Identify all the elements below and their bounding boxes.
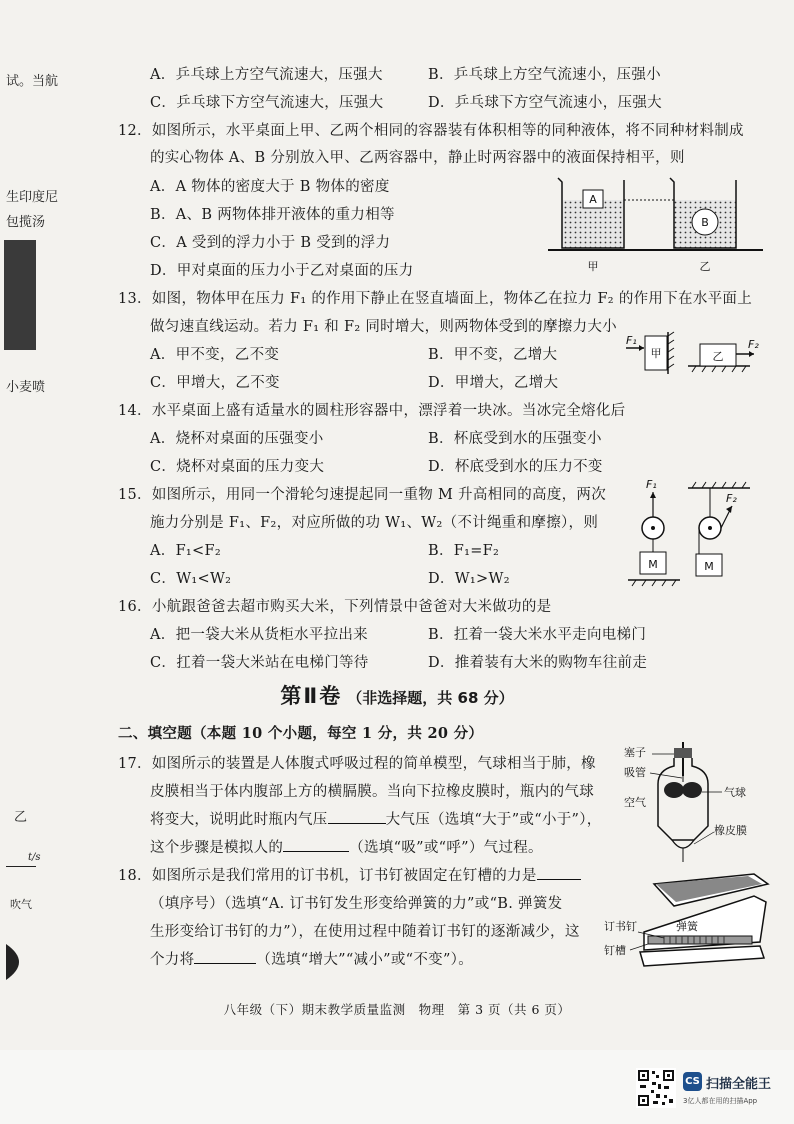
q18-line4-text-a: 个力将 [150, 952, 195, 968]
q11-option-a: A．乒乓球上方空气流速大，压强大 [150, 67, 383, 83]
q15-label-f1: F₁ [646, 478, 657, 491]
q18-figure-stapler [604, 872, 776, 972]
q12-stem-line1: 12．如图所示，水平桌面上甲、乙两个相同的容器装有体积相等的同种液体，将不同种材料制成 [118, 123, 744, 139]
q18-label-spring: 弹簧 [676, 920, 698, 933]
page-footer: 八年级（下）期末教学质量监测 物理 第 3 页（共 6 页） [223, 1002, 571, 1017]
q15-option-d: D．W₁>W₂ [428, 571, 510, 587]
q12-figure-containers [548, 170, 768, 280]
q12-label-jia: 甲 [587, 260, 599, 273]
q12-label-b: B [701, 216, 709, 229]
q12-option-b: B．A、B 两物体排开液体的重力相等 [150, 207, 395, 223]
q15-stem-line2: 施力分别是 F₁、F₂，对应所做的功 W₁、W₂（不计绳重和摩擦），则 [150, 515, 599, 531]
scanner-app-name: 扫描全能王 [706, 1077, 772, 1092]
q18-blank-1[interactable] [537, 865, 581, 880]
q17-line4-text-b: （选填“吸”或“呼”）气过程。 [349, 840, 543, 856]
scanner-tagline: 3亿人都在用的扫描App [683, 1097, 758, 1105]
section-title-main: 第Ⅱ卷 [280, 684, 343, 708]
q16-stem-line1: 16．小航跟爸爸去超市购买大米，下列情景中爸爸对大米做功的是 [118, 599, 552, 615]
q17-stem-line4 [150, 836, 543, 857]
q12-option-a: A．A 物体的密度大于 B 物体的密度 [150, 179, 390, 195]
q14-option-c: C．烧杯对桌面的压力变大 [150, 459, 325, 475]
q15-option-c: C．W₁<W₂ [150, 571, 232, 587]
q14-option-a: A．烧杯对桌面的压强变小 [150, 431, 324, 447]
q17-figure-lung-model [622, 740, 772, 865]
q14-option-b: B．杯底受到水的压强变小 [428, 431, 602, 447]
q12-stem-line2: 的实心物体 A、B 分别放入甲、乙两容器中，静止时两容器中的液面保持相平，则 [150, 150, 685, 166]
q18-stem-line4 [150, 948, 473, 969]
q13-stem-line1: 13．如图，物体甲在压力 F₁ 的作用下静止在竖直墙面上，物体乙在拉力 F₂ 的作用下在水平面上 [118, 291, 753, 307]
q18-line4-text-b: （选填“增大”“减小”或“不变”）。 [256, 952, 474, 968]
q18-line1-text: 18．如图所示是我们常用的订书机，订书钉被固定在钉槽的力是 [118, 868, 537, 884]
q17-blank-2[interactable] [283, 837, 349, 852]
q18-blank-2[interactable] [194, 949, 256, 964]
margin-axis [6, 866, 36, 867]
q13-option-b: B．甲不变，乙增大 [428, 347, 558, 363]
q18-stem-line2: （填序号）（选填“A. 订书钉发生形变给弹簧的力”或“B. 弹簧发 [150, 896, 563, 912]
q11-option-b: B．乒乓球上方空气流速小，压强小 [428, 67, 661, 83]
q13-label-f1: F₁ [626, 334, 637, 347]
q15-figure-pulleys [628, 478, 768, 588]
q17-label-air: 空气 [624, 796, 646, 809]
q18-label-staples: 订书钉 [604, 920, 637, 933]
q15-option-b: B．F₁=F₂ [428, 543, 500, 559]
q17-label-straw: 吸管 [624, 766, 646, 779]
q15-label-f2: F₂ [726, 492, 737, 505]
margin-fragment: t/s [28, 852, 41, 863]
q18-stem-line3: 生形变给订书钉的力”），在使用过程中随着订书钉的逐渐减少，这 [150, 924, 580, 940]
q12-label-yi: 乙 [699, 260, 711, 273]
q17-line4-text-a: 这个步骤是模拟人的 [150, 840, 284, 856]
q17-label-membrane: 橡皮膜 [714, 824, 747, 837]
q11-option-d: D．乒乓球下方空气流速小，压强大 [428, 95, 662, 111]
q13-option-c: C．甲增大，乙不变 [150, 375, 280, 391]
q13-label-yi: 乙 [712, 350, 724, 363]
section-title-sub: （非选择题，共 68 分） [347, 689, 514, 707]
q17-stem-line1: 17．如图所示的装置是人体腹式呼吸过程的简单模型，气球相当于肺，橡 [118, 756, 596, 772]
qr-code-icon [636, 1068, 676, 1108]
section-title [0, 680, 794, 710]
q15-stem-line1: 15．如图所示，用同一个滑轮匀速提起同一重物 M 升高相同的高度，两次 [118, 487, 607, 503]
q18-stem-line1 [118, 864, 581, 885]
q15-option-a: A．F₁<F₂ [150, 543, 221, 559]
q12-option-d: D．甲对桌面的压力小于乙对桌面的压力 [150, 263, 414, 279]
q17-line3-text-a: 将变大，说明此时瓶内气压 [150, 812, 328, 828]
q12-label-a: A [589, 193, 597, 206]
q13-label-jia: 甲 [650, 347, 662, 360]
q18-label-groove: 钉槽 [604, 944, 626, 957]
q13-stem-line2: 做匀速直线运动。若力 F₁ 和 F₂ 同时增大，则两物体受到的摩擦力大小 [150, 319, 617, 335]
margin-fragment: 乙 [14, 810, 28, 825]
q16-option-a: A．把一袋大米从货柜水平拉出来 [150, 627, 368, 643]
q12-option-c: C．A 受到的浮力小于 B 受到的浮力 [150, 235, 391, 251]
q13-option-d: D．甲增大，乙增大 [428, 375, 559, 391]
margin-fragment: 吹气 [10, 898, 32, 911]
margin-fragment: 生印度尼 [6, 190, 59, 205]
q15-label-m2: M [704, 560, 714, 573]
q16-option-b: B．扛着一袋大米水平走向电梯门 [428, 627, 647, 643]
q11-option-c: C．乒乓球下方空气流速大，压强大 [150, 95, 384, 111]
margin-fragment: 试。当航 [6, 74, 59, 89]
q17-blank-1[interactable] [328, 809, 386, 824]
margin-photo [4, 240, 36, 350]
q17-line3-text-b: 大气压（选填“大于”或“小于”）， [385, 812, 602, 828]
q16-option-c: C．扛着一袋大米站在电梯门等待 [150, 655, 369, 671]
margin-figure [4, 942, 34, 982]
q13-label-f2: F₂ [748, 338, 759, 351]
q14-option-d: D．杯底受到水的压力不变 [428, 459, 603, 475]
part-heading: 二、填空题（本题 10 个小题，每空 1 分，共 20 分） [118, 725, 484, 742]
q17-stem-line3 [150, 808, 602, 829]
q17-stem-line2: 皮膜相当于体内腹部上方的横膈膜。当向下拉橡皮膜时，瓶内的气球 [150, 784, 594, 800]
margin-fragment: 包揽汤 [6, 215, 46, 230]
q14-stem-line1: 14．水平桌面上盛有适量水的圆柱形容器中，漂浮着一块冰。当冰完全熔化后 [118, 403, 626, 419]
margin-fragment: 小麦喷 [6, 380, 46, 395]
q13-option-a: A．甲不变，乙不变 [150, 347, 280, 363]
q13-figure-forces [620, 328, 770, 378]
q15-label-m1: M [648, 558, 658, 571]
q17-label-balloon: 气球 [724, 786, 746, 799]
scanner-badge: CS [683, 1072, 702, 1091]
q17-label-stopper: 塞子 [624, 746, 646, 759]
q16-option-d: D．推着装有大米的购物车往前走 [428, 655, 648, 671]
